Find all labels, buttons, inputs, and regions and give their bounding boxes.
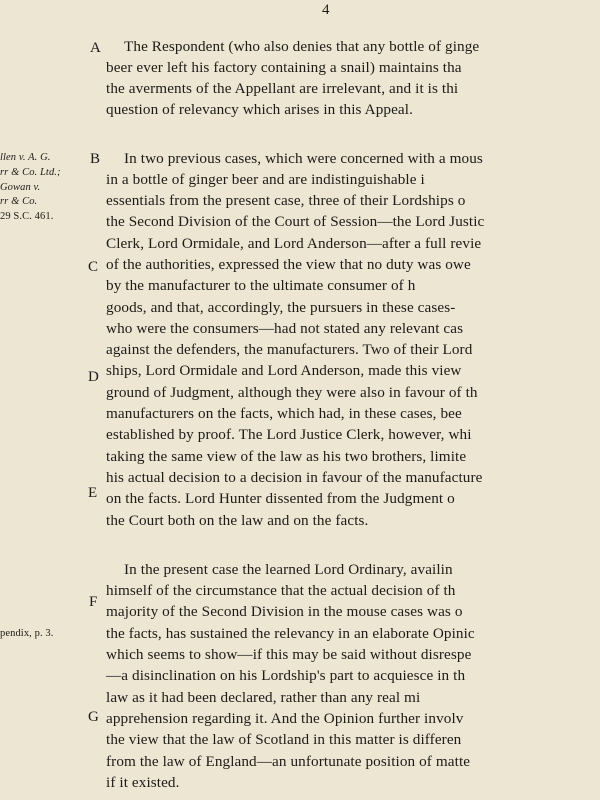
margin-letter-a: A <box>90 40 101 56</box>
paragraph-2-line: In two previous cases, which were concerned with a mous <box>124 150 483 167</box>
margin-letter-c: C <box>88 259 99 275</box>
paragraph-3-line: In the present case the learned Lord Ordinary, availin <box>124 561 453 578</box>
paragraph-2-line: who were the consumers—had not stated any relevant cas <box>106 320 464 337</box>
paragraph-2-line: established by proof. The Lord Justice Clerk, however, whi <box>106 426 472 443</box>
paragraph-3-line: law as it had been declared, rather than any real mi <box>106 689 421 706</box>
paragraph-3-line: apprehension regarding it. And the Opinion further involv <box>106 710 464 727</box>
paragraph-3-line: which seems to show—if this may be said without disrespe <box>106 646 472 663</box>
paragraph-2-line: essentials from the present case, three of their Lordships o <box>106 192 466 209</box>
paragraph-1-line: The Respondent (who also denies that any bottle of ginge <box>124 38 480 55</box>
paragraph-1-line: question of relevancy which arises in this Appeal. <box>106 101 413 118</box>
paragraph-2-line: of the authorities, expressed the view that no duty was owe <box>106 256 471 273</box>
side-note-citation-5: 29 S.C. 461. <box>0 211 54 222</box>
paragraph-2-line: the Court both on the law and on the facts. <box>106 512 369 529</box>
paragraph-3-line: the facts, has sustained the relevancy in an elaborate Opinic <box>106 625 475 642</box>
margin-letter-g: G <box>88 709 99 725</box>
paragraph-1-line: the averments of the Appellant are irrelevant, and it is thi <box>106 80 459 97</box>
paragraph-3-line: majority of the Second Division in the mouse cases was o <box>106 603 463 620</box>
margin-letter-f: F <box>89 594 98 610</box>
side-note-citation-4: rr & Co. <box>0 196 38 207</box>
paragraph-2-line: the Second Division of the Court of Session—the Lord Justic <box>106 213 485 230</box>
page-number: 4 <box>322 2 330 18</box>
paragraph-3-line: if it existed. <box>106 774 180 791</box>
paragraph-2-line: ships, Lord Ormidale and Lord Anderson, made this view <box>106 362 462 379</box>
side-note-citation-2: rr & Co. Ltd.; <box>0 167 61 178</box>
paragraph-2-line: ground of Judgment, although they were also in favour of th <box>106 384 478 401</box>
paragraph-2-line: by the manufacturer to the ultimate consumer of h <box>106 277 416 294</box>
paragraph-2-line: against the defenders, the manufacturers. Two of their Lord <box>106 341 473 358</box>
paragraph-3-line: from the law of England—an unfortunate position of matte <box>106 753 471 770</box>
paragraph-3-line: —a disinclination on his Lordship's part to acquiesce in th <box>106 667 466 684</box>
paragraph-3-line: the view that the law of Scotland in this matter is differen <box>106 731 462 748</box>
paragraph-2-line: goods, and that, accordingly, the pursuers in these cases- <box>106 299 456 316</box>
paragraph-2-line: Clerk, Lord Ormidale, and Lord Anderson—after a full revie <box>106 235 482 252</box>
paragraph-3-line: himself of the circumstance that the actual decision of th <box>106 582 456 599</box>
paragraph-2-line: taking the same view of the law as his two brothers, limite <box>106 448 467 465</box>
paragraph-1-line: beer ever left his factory containing a snail) maintains tha <box>106 59 462 76</box>
margin-letter-e: E <box>88 485 98 501</box>
paragraph-2-line: on the facts. Lord Hunter dissented from the Judgment o <box>106 490 455 507</box>
paragraph-2-line: his actual decision to a decision in favour of the manufacture <box>106 469 483 486</box>
side-note-citation-1: llen v. A. G. <box>0 152 51 163</box>
side-note-citation-3: Gowan v. <box>0 182 41 193</box>
side-note-appendix: pendix, p. 3. <box>0 628 54 639</box>
margin-letter-d: D <box>88 369 99 385</box>
paragraph-2-line: in a bottle of ginger beer and are indistinguishable i <box>106 171 425 188</box>
margin-letter-b: B <box>90 151 101 167</box>
paragraph-2-line: manufacturers on the facts, which had, in these cases, bee <box>106 405 462 422</box>
